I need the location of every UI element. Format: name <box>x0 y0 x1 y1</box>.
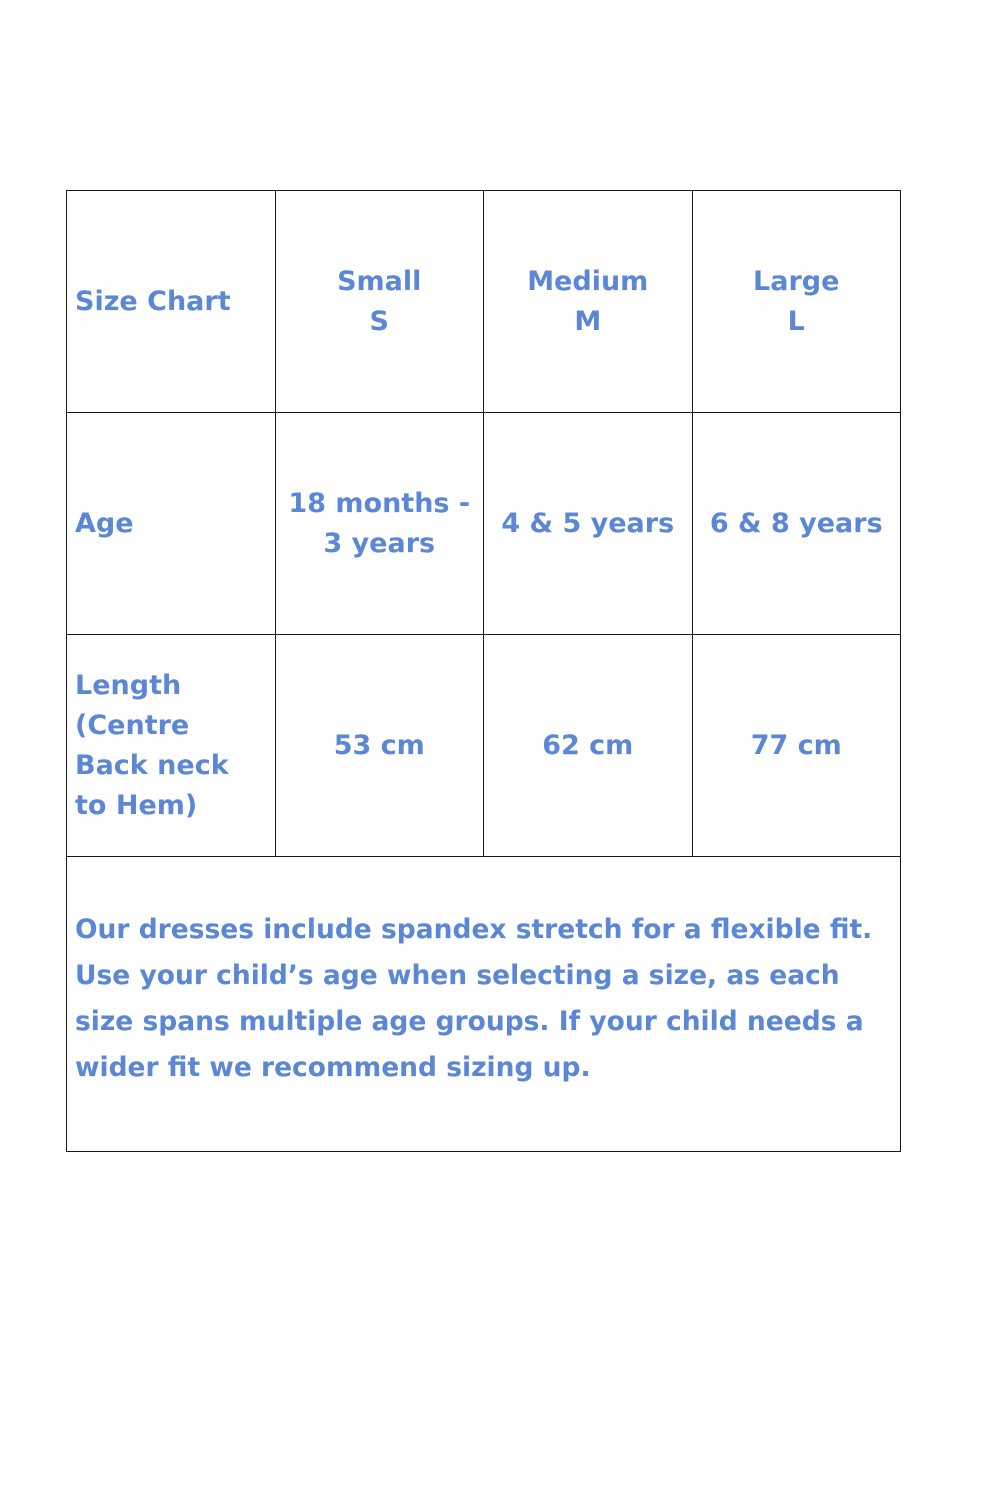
size-name: Small <box>337 265 422 297</box>
age-large <box>692 413 901 635</box>
fit-note-line: wider fit we recommend sizing up. <box>75 1052 591 1083</box>
length-label-line: to Hem) <box>75 789 198 821</box>
length-label-line: Back neck <box>75 749 229 781</box>
age-value-line: 6 & 8 years <box>709 507 883 539</box>
length-row <box>67 635 901 857</box>
size-large-header <box>692 191 901 413</box>
size-name: Medium <box>527 265 649 297</box>
length-large: 77 cm <box>692 635 901 857</box>
size-chart-table <box>66 190 901 1152</box>
size-code: S <box>369 305 389 337</box>
length-label <box>67 635 276 857</box>
header-row <box>67 191 901 413</box>
length-label-line: Length <box>75 669 182 701</box>
size-chart-title: Size Chart <box>67 191 276 413</box>
note-row <box>67 857 901 1152</box>
age-value-line: 3 years <box>323 527 436 559</box>
fit-note <box>67 857 901 1152</box>
age-medium <box>484 413 693 635</box>
fit-note-line: Our dresses include spandex stretch for a flexible fit. <box>75 914 873 945</box>
size-code: M <box>574 305 602 337</box>
length-small: 53 cm <box>275 635 484 857</box>
size-small-header <box>275 191 484 413</box>
fit-note-line: Use your child’s age when selecting a size, as each <box>75 960 840 991</box>
fit-note-line: size spans multiple age groups. If your child needs a <box>75 1006 864 1037</box>
size-code: L <box>787 305 805 337</box>
size-medium-header <box>484 191 693 413</box>
age-row <box>67 413 901 635</box>
age-label: Age <box>67 413 276 635</box>
length-label-line: (Centre <box>75 709 190 741</box>
size-name: Large <box>753 265 840 297</box>
age-value-line: 4 & 5 years <box>501 507 675 539</box>
age-value-line: 18 months - <box>288 487 471 519</box>
age-small <box>275 413 484 635</box>
length-medium: 62 cm <box>484 635 693 857</box>
